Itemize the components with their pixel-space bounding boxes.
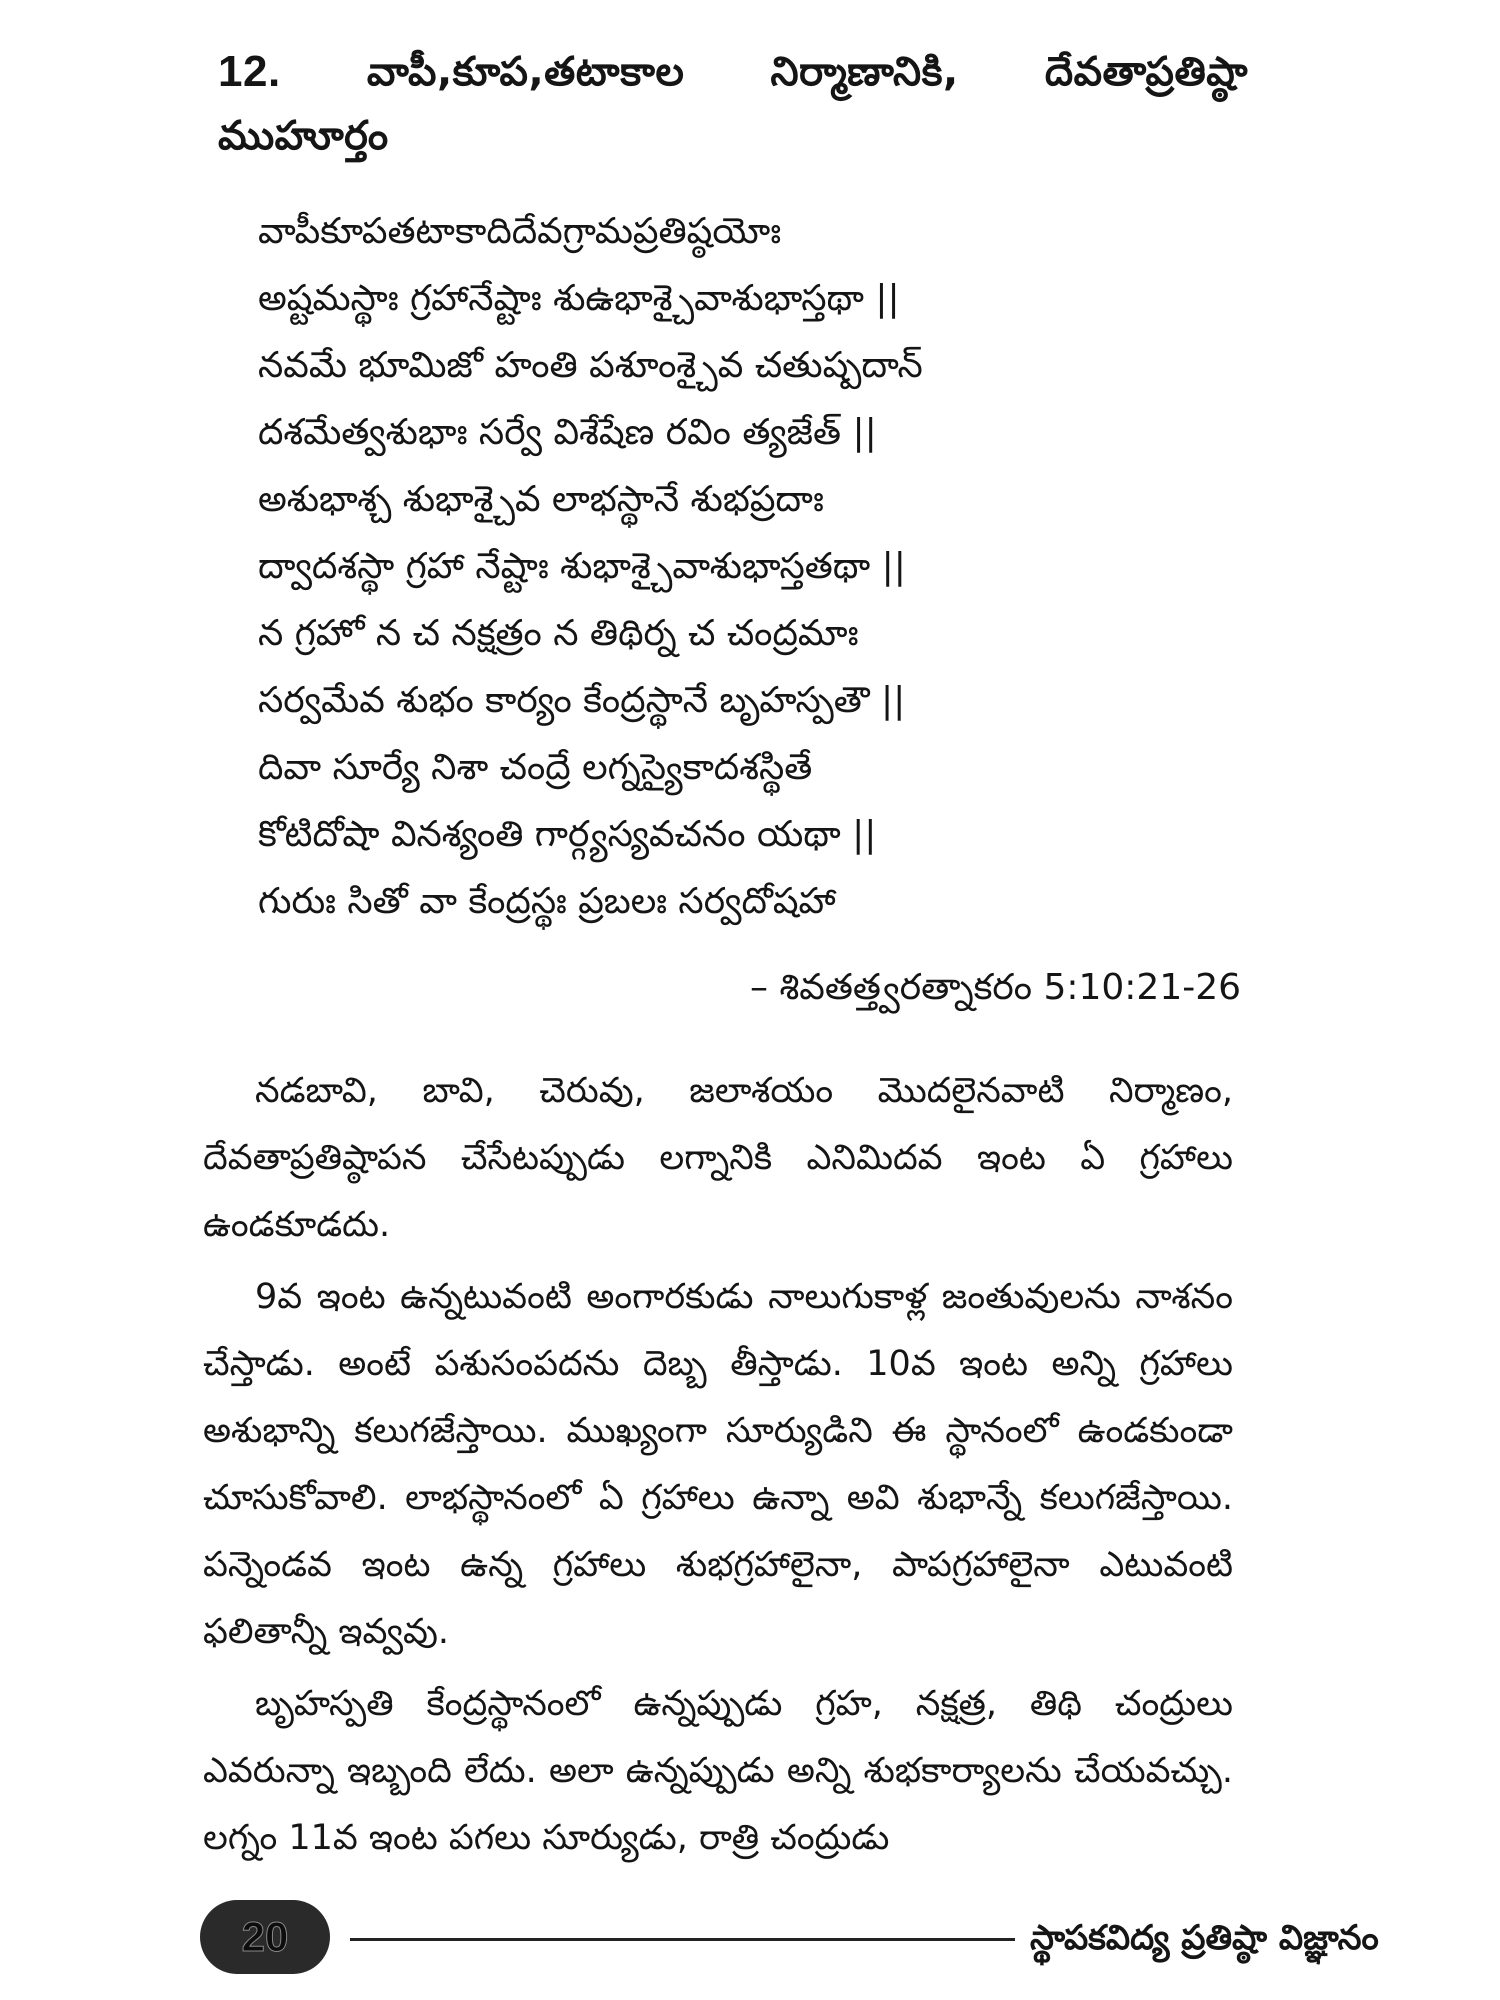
paragraph: నడబావి, బావి, చెరువు, జలాశయం మొదలైనవాటి నిర్మాణం, దేవతాప్రతిష్ఠాపన చేసేటప్పుడు లగ్నానికి ఎనిమిదవ ఇంట ఏ గ్రహాలు ఉండకూడదు. [203,1071,1233,1245]
section-heading [218,40,1248,168]
verse-line: వాపీకూపతటాకాదిదేవగ్రామప్రతిష్ఠయోః [258,211,782,252]
verse-line: దివా సూర్యే నిశా చంద్రే లగ్నస్యైకాదశస్థితే [258,747,813,788]
section-heading-line2: ముహూర్తం [218,113,389,159]
verse-line: ద్వాదశస్థా గ్రహా నేష్టాః శుభాశ్చైవాశుభాస్తతథా || [258,546,906,587]
verse-line: న గ్రహో న చ నక్షత్రం న తిథిర్న చ చంద్రమాః [258,613,859,654]
commentary-text [203,1058,1233,1877]
verse-line: అష్టమస్థాః గ్రహానేష్టాః శుఉభాశ్చైవాశుభాస్తథా || [258,278,900,319]
verse-line: కోటిదోషా వినశ్యంతి గార్గ్యస్యవచనం యథా || [258,814,877,855]
section-heading-line1 [218,40,1248,104]
section-heading-word-3: దేవతాప్రతిష్ఠా [1044,49,1248,95]
paragraph: బృహస్పతి కేంద్రస్థానంలో ఉన్నప్పుడు గ్రహ, నక్షత్ర, తిథి చంద్రులు ఎవరున్నా ఇబ్బంది లేదు. అలా ఉన్నప్పుడు అన్ని శుభకార్యాలను చేయవచ్చు. లగ్నం 11వ ఇంట పగలు సూర్యుడు, రాత్రి చంద్రుడు [203,1684,1233,1858]
section-heading-word-2: నిర్మాణానికి, [770,49,959,95]
verse-line: నవమే భూమిజో హంతి పశూంశ్చైవ చతుష్పదాన్ [258,345,923,386]
footer-divider [350,1938,1015,1941]
verse-line: సర్వమేవ శుభం కార్యం కేంద్రస్థానే బృహస్పతౌ || [258,680,906,721]
page-number: 20 [241,1913,289,1960]
sanskrit-verses [258,198,1258,935]
section-number: 12. [218,47,281,96]
verse-line: గురుః సితో వా కేంద్రస్థః ప్రబలః సర్వదోషహా [258,881,836,922]
paragraph: 9వ ఇంట ఉన్నటువంటి అంగారకుడు నాలుగుకాళ్ల జంతువులను నాశనం చేస్తాడు. అంటే పశుసంపదను దెబ్బ తీస్తాడు. 10వ ఇంట అన్ని గ్రహాలు అశుభాన్ని కలుగజేస్తాయి. ముఖ్యంగా సూర్యుడిని ఈ స్థానంలో ఉండకుండా చూసుకోవాలి. లాభస్థానంలో ఏ గ్రహాలు ఉన్నా అవి శుభాన్నే కలుగజేస్తాయి. పన్నెండవ ఇంట ఉన్న గ్రహాలు శుభగ్రహాలైనా, పాపగ్రహాలైనా ఎటువంటి ఫలితాన్నీ ఇవ్వవు. [203,1277,1233,1652]
book-title: స్థాపకవిద్య ప్రతిష్ఠా విజ్ఞానం [1030,1918,1379,1958]
page-footer [200,1900,1379,1980]
section-heading-word-1: వాపీ,కూప,తటాకాల [366,49,685,95]
verse-line: అశుభాశ్చ శుభాశ్చైవ లాభస్థానే శుభప్రదాః [258,479,824,520]
verse-line: దశమేత్వశుభాః సర్వే విశేషేణ రవిం త్యజేత్ || [258,412,877,453]
verse-source-citation: – శివతత్త్వరత్నాకరం 5:10:21-26 [750,967,1242,1008]
